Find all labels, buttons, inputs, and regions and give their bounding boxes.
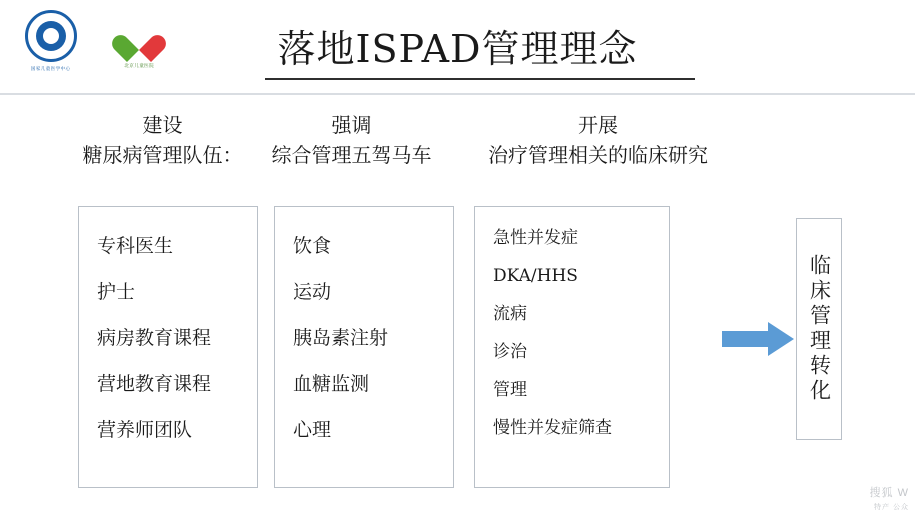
content-box-1 <box>78 206 258 488</box>
logo-caption-2: 北京儿童医院 <box>124 63 154 69</box>
column-headings <box>70 110 770 170</box>
watermark-line-1: 搜狐 W <box>869 487 909 499</box>
list-item: 急性并发症 <box>493 228 578 248</box>
list-item: 胰岛素注射 <box>293 327 389 349</box>
column-heading-3: 开展 治疗管理相关的临床研究 <box>488 113 708 167</box>
result-box <box>796 218 842 440</box>
list-item: 营地教育课程 <box>97 373 212 395</box>
list-item: DKA/HHS <box>493 266 578 286</box>
list-item: 专科医生 <box>97 235 174 257</box>
list-item: 慢性并发症筛查 <box>493 418 612 438</box>
list-item: 血糖监测 <box>293 373 370 395</box>
content-box-2 <box>274 206 454 488</box>
list-item: 心理 <box>293 419 332 441</box>
logo-caption-1: 国家儿童医学中心 <box>31 66 71 72</box>
watermark-line-2: 特产 公众 <box>874 504 909 511</box>
list-item: 流病 <box>493 304 527 324</box>
list-item: 诊治 <box>493 342 527 362</box>
list-item: 运动 <box>293 281 332 303</box>
column-heading-2: 强调 综合管理五驾马车 <box>271 113 432 167</box>
page-title: 落地ISPAD管理理念 <box>277 27 638 71</box>
list-item: 饮食 <box>293 235 332 257</box>
header-divider <box>0 93 915 95</box>
list-item: 护士 <box>97 281 136 303</box>
list-item: 营养师团队 <box>97 419 193 441</box>
list-item: 病房教育课程 <box>97 327 212 349</box>
title-underline <box>265 78 695 80</box>
list-item: 管理 <box>493 380 527 400</box>
slide-header <box>0 0 915 90</box>
column-heading-1: 建设 糖尿病管理队伍： <box>82 113 243 167</box>
right-arrow-icon <box>722 322 794 356</box>
content-box-3 <box>474 206 670 488</box>
content-boxes <box>78 206 670 488</box>
watermark <box>870 484 909 512</box>
result-label: 临床管理转化 <box>807 254 832 404</box>
